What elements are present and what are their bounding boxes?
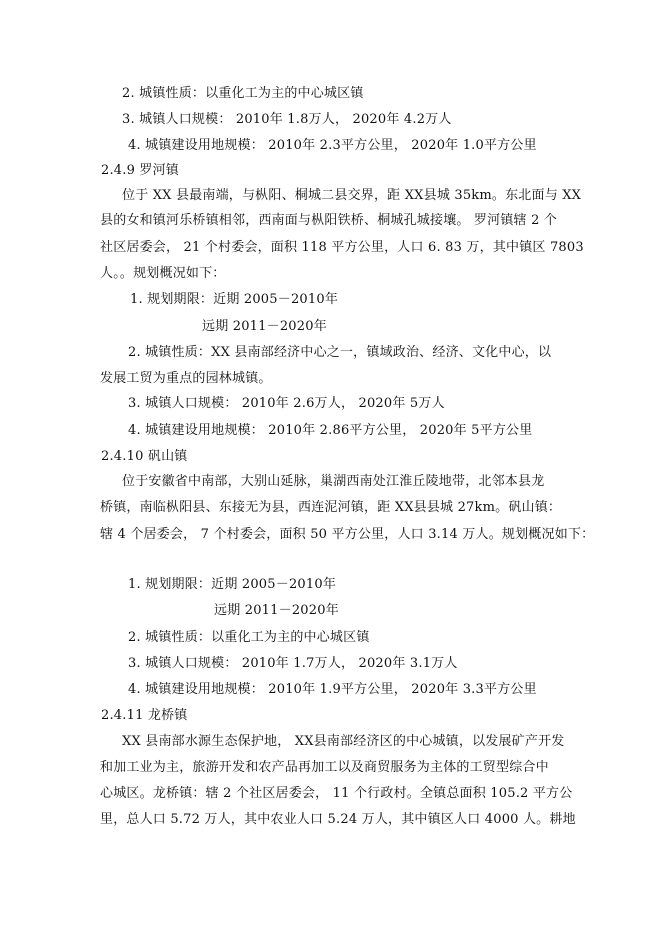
text-line: 2. 城镇性质：以重化工为主的中心城区镇 (122, 86, 364, 101)
text-line: 2. 城镇性质：以重化工为主的中心城区镇 (128, 630, 370, 645)
text-line: 人。。规划概况如下： (100, 266, 226, 281)
text-line: 3. 城镇人口规模： 2010年 1.7万人， 2020年 3.1万人 (128, 656, 458, 671)
text-line: 远期 2011－2020年 (214, 603, 339, 618)
text-line: 位于 XX 县最南端，与枞阳、桐城二县交界，距 XX县城 35km。东北面与 XX (122, 188, 582, 203)
text-line: 心城区。龙桥镇：辖 2 个社区居委会， 11 个行政村。全镇总面积 105.2 平方公 (100, 786, 573, 801)
text-line: 桥镇，南临枞阳县、东接无为县，西连泥河镇，距 XX县县城 27km。矾山镇： (100, 500, 562, 515)
text-line: XX 县南部水源生态保护地， XX县南部经济区的中心城镇，以发展矿产开发 (122, 734, 565, 749)
text-line: 远期 2011－2020年 (202, 319, 327, 334)
text-line: 位于安徽省中南部，大别山延脉，巢湖西南处江淮丘陵地带，北邻本县龙 (122, 474, 545, 489)
text-line: 里，总人口 5.72 万人，其中农业人口 5.24 万人，其中镇区人口 4000 人。耕地 (100, 812, 576, 827)
text-line: 县的女和镇河乐桥镇相邻，西南面与枞阳铁桥、桐城孔城接壤。 罗河镇辖 2 个 (100, 213, 558, 228)
text-line: 3. 城镇人口规模： 2010年 1.8万人， 2020年 4.2万人 (122, 112, 452, 127)
text-line: 1. 规划期限：近期 2005－2010年 (128, 577, 337, 592)
text-line: 4. 城镇建设用地规模： 2010年 1.9平方公里， 2020年 3.3平方公里 (128, 682, 537, 697)
text-line: 1. 规划期限：近期 2005－2010年 (130, 292, 339, 307)
text-line: 辖 4 个居委会， 7 个村委会，面积 50 平方公里，人口 3.14 万人。规划概况如下： (100, 527, 595, 542)
text-line: 3. 城镇人口规模： 2010年 2.6万人， 2020年 5万人 (128, 396, 445, 411)
text-line: 社区居委会， 21 个村委会，面积 118 平方公里，人口 6. 83 万，其中镇区 7803 (100, 240, 584, 255)
text-line: 2. 城镇性质：XX 县南部经济中心之一，镇域政治、经济、文化中心，以 (128, 345, 552, 360)
section-heading: 2.4.10 矾山镇 (101, 449, 188, 464)
text-line: 4. 城镇建设用地规模： 2010年 2.3平方公里， 2020年 1.0平方公里 (128, 138, 537, 153)
text-line: 4. 城镇建设用地规模： 2010年 2.86平方公里， 2020年 5平方公里 (128, 423, 533, 438)
text-line: 发展工贸为重点的园林城镇。 (100, 371, 272, 386)
section-heading: 2.4.9 罗河镇 (101, 163, 180, 178)
section-heading: 2.4.11 龙桥镇 (101, 708, 188, 723)
text-line: 和加工业为主，旅游开发和农产品再加工以及商贸服务为主体的工贸型综合中 (100, 760, 549, 775)
